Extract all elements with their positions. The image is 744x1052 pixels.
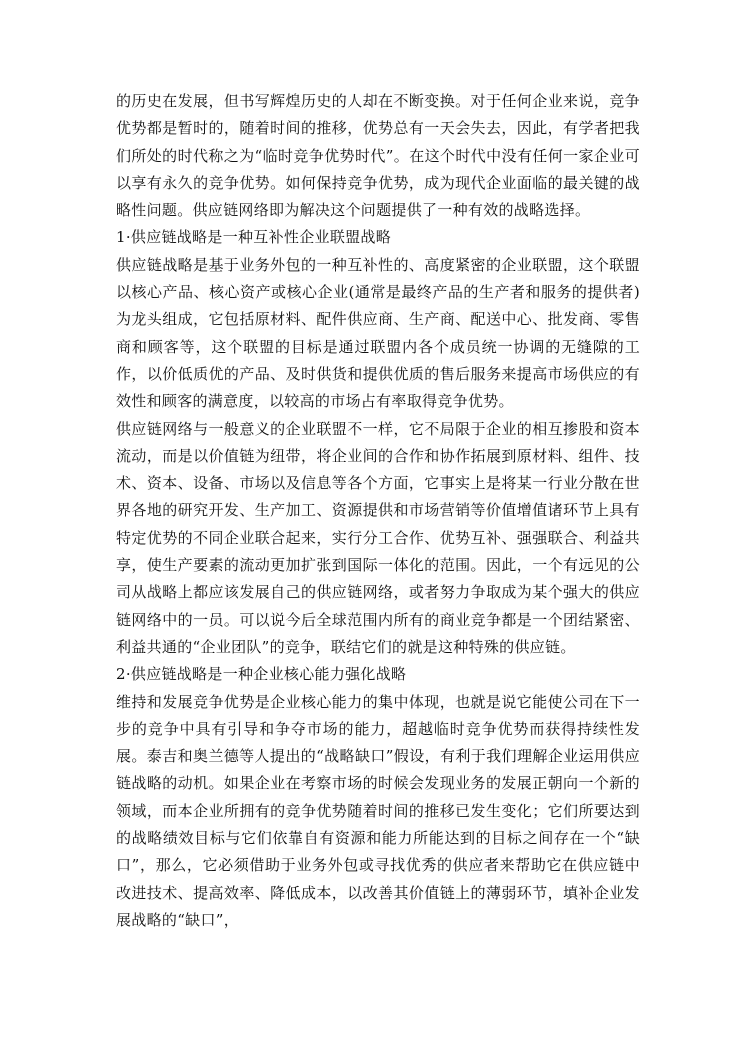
section-heading-2: 2·供应链战略是一种企业核心能力强化战略: [116, 665, 407, 684]
paragraph-section2: 维持和发展竞争优势是企业核心能力的集中体现，也就是说它能使公司在下一步的竞争中具有引导和争夺市场的能力，超越临时竞争优势而获得持续性发展。泰吉和奥兰德等人提出的“战略缺口”假设，有利于我们理解企业运用供应链战略的动机。如果企业在考察市场的时候会发现业务的发展正朝向一个新的领域，而本企业所拥有的竞争优势随着时间的推移已发生变化；它们所要达到的战略绩效目标与它们依靠自有资源和能力所能达到的目标之间存在一个“缺口”，那么，它必须借助于业务外包或寻找优秀的供应者来帮助它在供应链中改进技术、提高效率、降低成本，以改善其价值链上的薄弱环节，填补企业发展战略的“缺口”，: [116, 692, 640, 929]
paragraph-section1-b: 供应链网络与一般意义的企业联盟不一样，它不局限于企业的相互掺股和资本流动，而是以价值链为纽带，将企业间的合作和协作拓展到原材料、组件、技术、资本、设备、市场以及信息等各个方面，它事实上是将某一行业分散在世界各地的研究开发、生产加工、资源提供和市场营销等价值增值诸环节上具有特定优势的不同企业联合起来，实行分工合作、优势互补、强强联合、利益共享，使生产要素的流动更加扩张到国际一体化的范围。因此，一个有远见的公司从战略上都应该发展自己的供应链网络，或者努力争取成为某个强大的供应链网络中的一员。可以说今后全球范围内所有的商业竞争都是一个团结紧密、利益共通的“企业团队”的竞争，联结它们的就是这种特殊的供应链。: [116, 419, 640, 656]
paragraph-section1-a: 供应链战略是基于业务外包的一种互补性的、高度紧密的企业联盟，这个联盟以核心产品、核心资产或核心企业(通常是最终产品的生产者和服务的提供者)为龙头组成，它包括原材料、配件供应商、生产商、配送中心、批发商、零售商和顾客等，这个联盟的目标是通过联盟内各个成员统一协调的无缝隙的工作，以价低质优的产品、及时供货和提供优质的售后服务来提高市场供应的有效性和顾客的满意度，以较高的市场占有率取得竞争优势。: [116, 255, 640, 411]
section-heading-1: 1·供应链战略是一种互补性企业联盟战略: [116, 228, 392, 247]
document-body: [116, 88, 640, 934]
paragraph-intro: 的历史在发展，但书写辉煌历史的人却在不断变换。对于任何企业来说，竞争优势都是暂时的，随着时间的推移，优势总有一天会失去，因此，有学者把我们所处的时代称之为“临时竞争优势时代”。在这个时代中没有任何一家企业可以享有永久的竞争优势。如何保持竞争优势，成为现代企业面临的最关键的战略性问题。供应链网络即为解决这个问题提供了一种有效的战略选择。: [116, 92, 640, 220]
